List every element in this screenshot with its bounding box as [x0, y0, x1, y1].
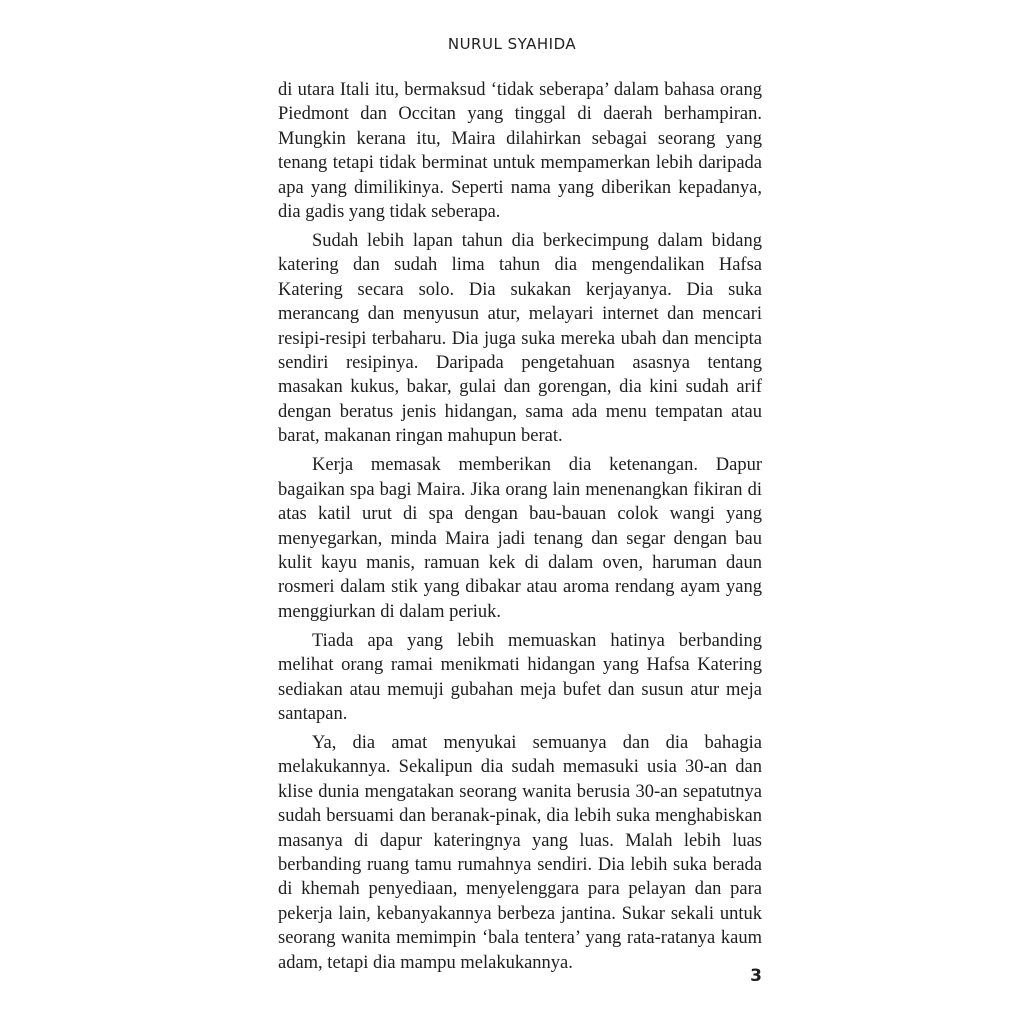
running-header-author: NURUL SYAHIDA — [447, 35, 577, 53]
paragraph-3: Kerja memasak memberikan dia ketenangan. Dapur bagaikan spa bagi Maira. Jika orang lain menenangkan fikiran di atas katil urut di spa dengan bau-bauan colok wangi yang menyegarkan, minda Maira jadi tenang dan segar dengan bau kulit kayu manis, ramuan kek di dalam oven, haruman daun rosmeri dalam stik yang dibakar atau aroma rendang ayam yang menggiurkan di dalam periuk. — [278, 455, 762, 622]
paragraph-2: Sudah lebih lapan tahun dia berkecimpung dalam bidang katering dan sudah lima tahun dia mengendalikan Hafsa Katering secara solo. Dia sukakan kerjayanya. Dia suka merancang dan menyusun atur, melayari internet dan mencari resipi-resipi terbaharu. Dia juga suka mereka ubah dan mencipta sendiri resipinya. Daripada pengetahuan asasnya tentang masakan kukus, bakar, gulai dan gorengan, dia kini sudah arif dengan beratus jenis hidangan, sama ada menu tempatan atau barat, makanan ringan mahupun berat. — [278, 231, 762, 447]
body-text — [278, 78, 762, 980]
page-number: 3 — [750, 966, 762, 986]
paragraph-1: di utara Itali itu, bermaksud ‘tidak seberapa’ dalam bahasa orang Piedmont dan Occitan yang tinggal di daerah berhampiran. Mungkin kerana itu, Maira dilahirkan sebagai seorang yang tenang tetapi tidak berminat untuk mempamerkan lebih daripada apa yang dimilikinya. Seperti nama yang diberikan kepadanya, dia gadis yang tidak seberapa. — [278, 80, 762, 223]
paragraph-4: Tiada apa yang lebih memuaskan hatinya berbanding melihat orang ramai menikmati hidangan yang Hafsa Katering sediakan atau memuji gubahan meja bufet dan susun atur meja santapan. — [278, 630, 762, 724]
paragraph-5: Ya, dia amat menyukai semuanya dan dia bahagia melakukannya. Sekalipun dia sudah memasuki usia 30-an dan klise dunia mengatakan seorang wanita berusia 30-an sepatutnya sudah bersuami dan beranak-pinak, dia lebih suka menghabiskan masanya di dapur kateringnya yang luas. Malah lebih luas berbanding ruang tamu rumahnya sendiri. Dia lebih suka berada di khemah penyediaan, menyelenggara para pelayan dan para pekerja lain, kebanyakannya berbeza jantina. Sukar sekali untuk seorang wanita memimpin ‘bala tentera’ yang rata-ratanya kaum adam, tetapi dia mampu melakukannya. — [278, 732, 762, 973]
